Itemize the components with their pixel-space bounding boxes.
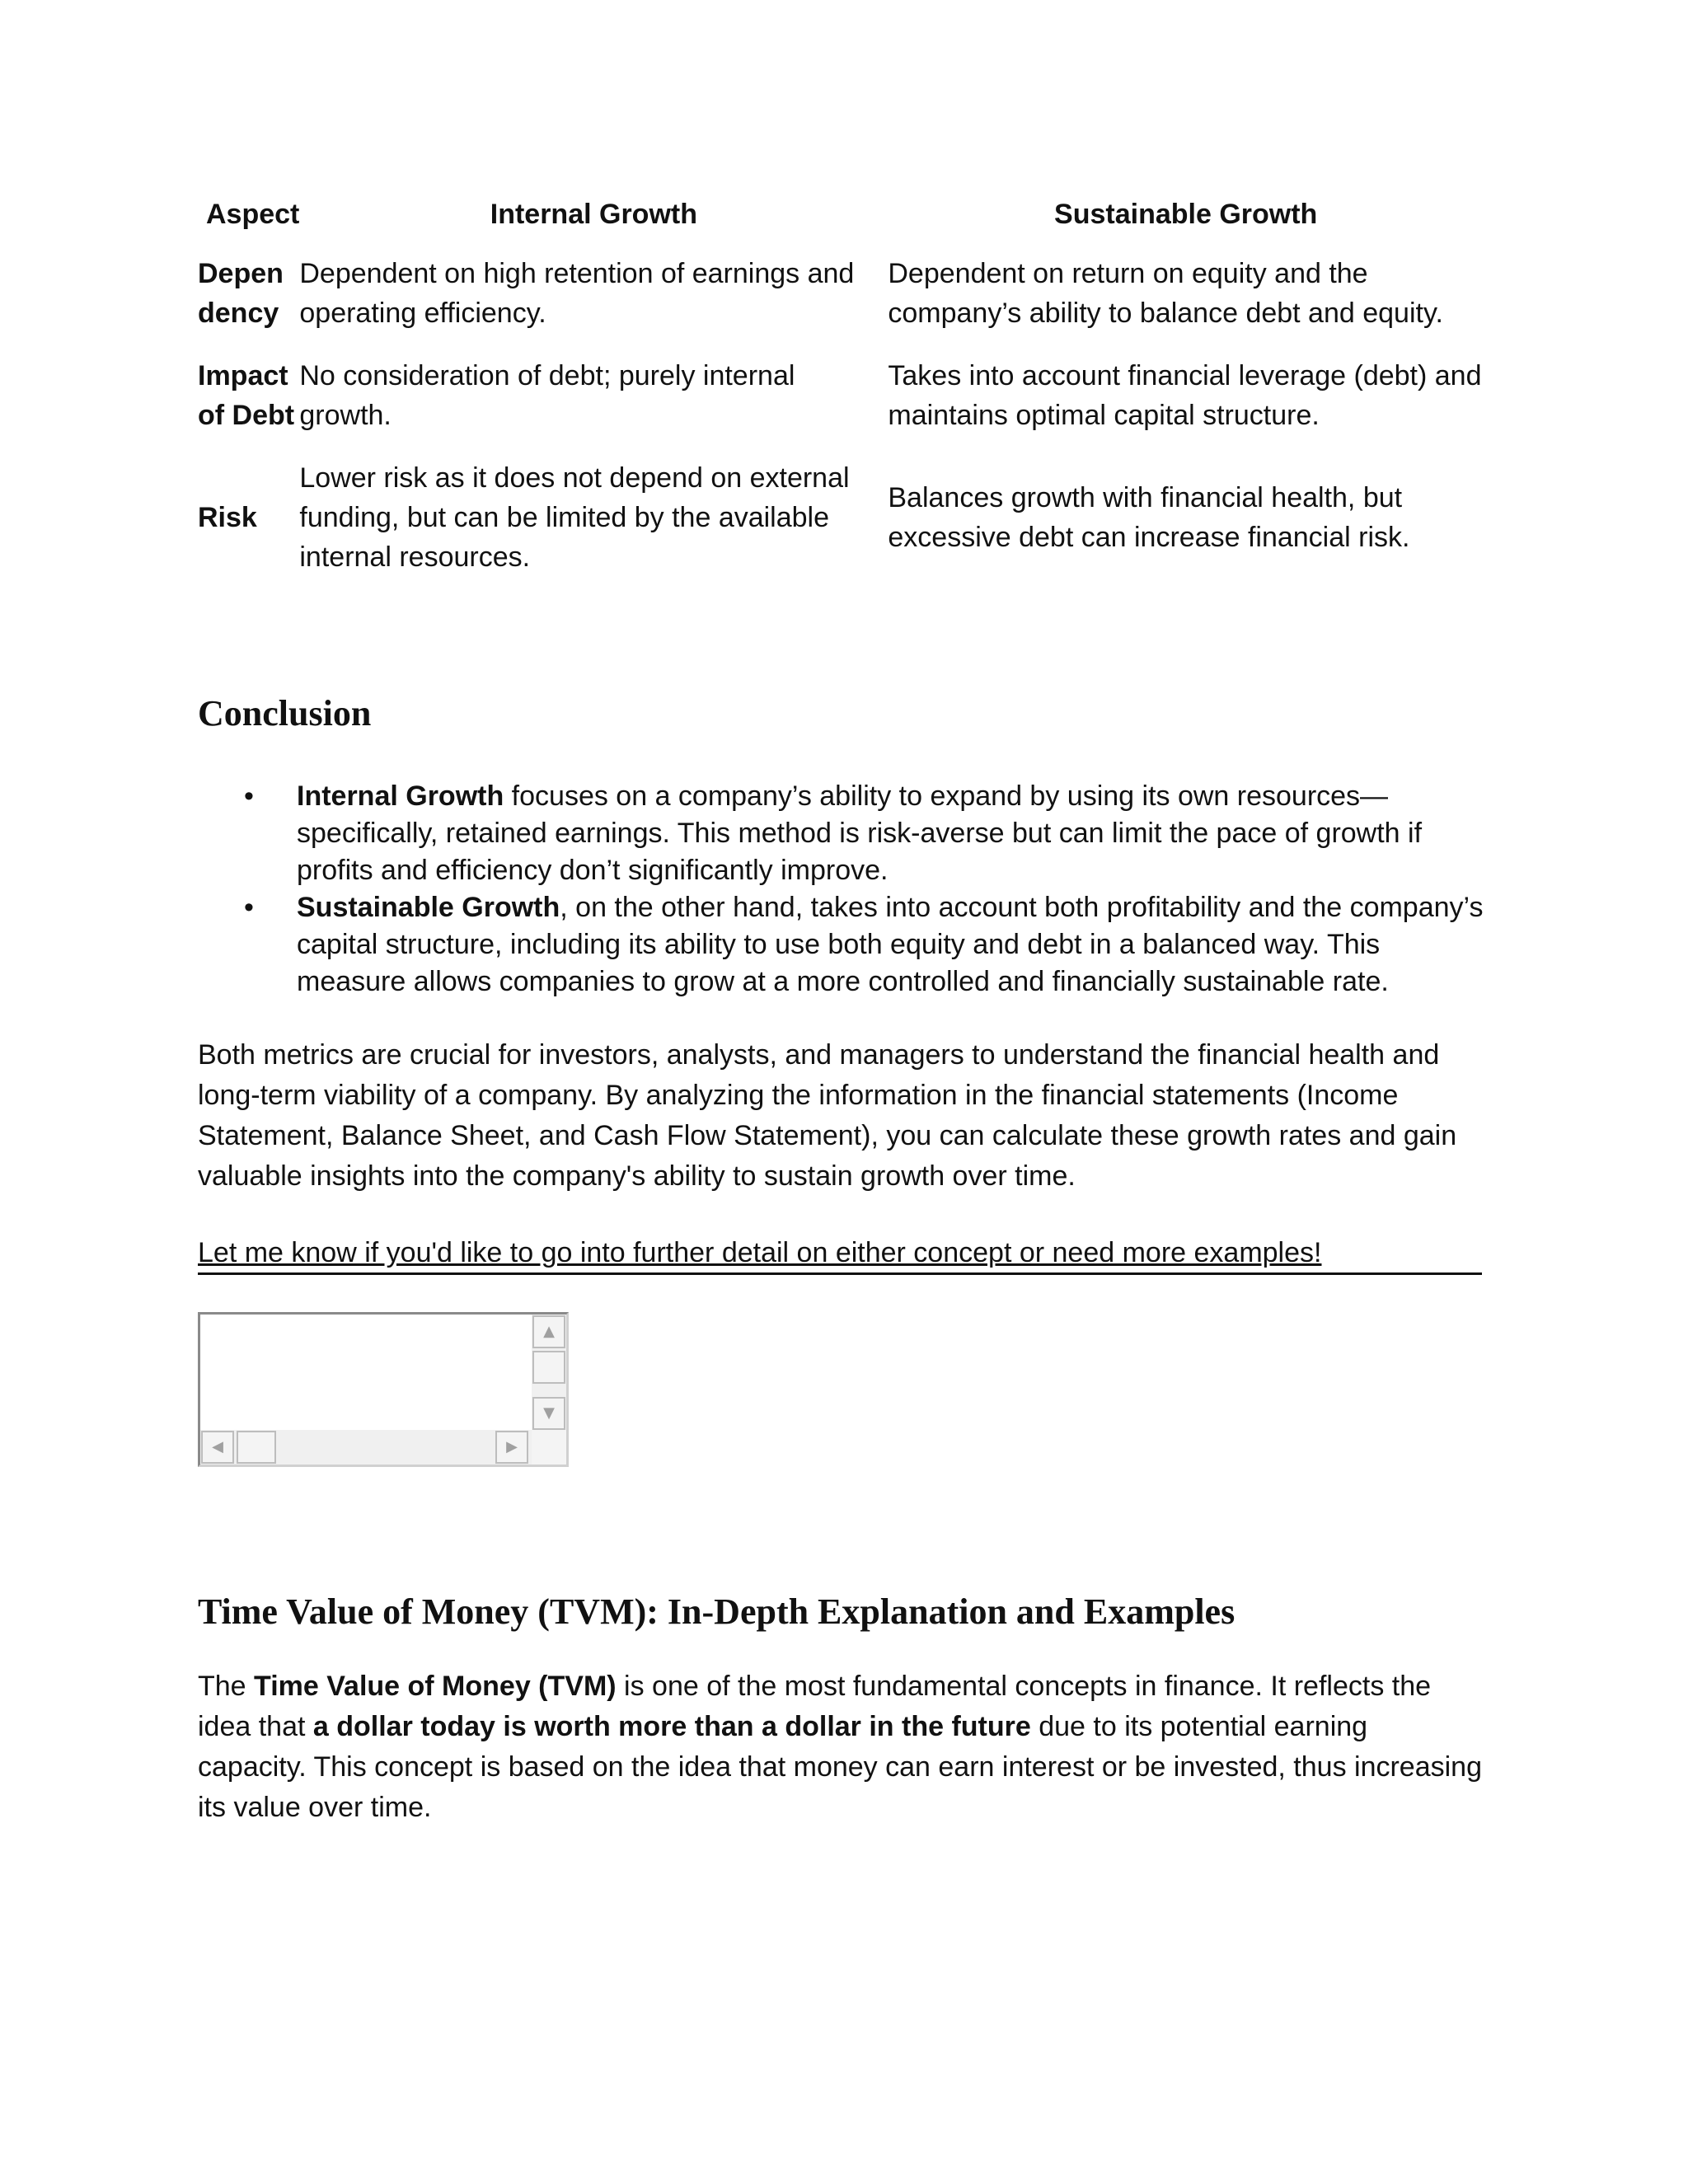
scroll-left-icon[interactable]: ◀ [201,1431,234,1464]
conclusion-heading: Conclusion [198,693,372,733]
scroll-corner [532,1430,566,1465]
scroll-up-icon[interactable]: ▲ [532,1315,565,1348]
row-aspect [198,356,299,458]
row-sustainable: Balances growth with financial health, but excessive debt can increase financial risk. [888,482,1410,553]
scroll-down-icon[interactable]: ▼ [532,1397,565,1430]
tvm-text: due to its potential earning capacity. This concept is based on the idea that money can earn interest or be invested, thus increasing its value over time. [198,1711,1482,1823]
bullet-term: Sustainable Growth [297,892,560,923]
row-internal: Dependent on high retention of earnings and operating efficiency. [299,258,855,329]
row-internal: No consideration of debt; purely internal growth. [299,360,795,431]
closing-line [198,1233,1482,1275]
closing-text: Let me know if you'd like to go into further detail on either concept or need more examples! [198,1237,1322,1268]
bullet-term: Internal Growth [297,780,504,812]
table-row [198,254,1484,356]
aspect-line: of Debt [198,400,295,431]
tvm-paragraph [198,1666,1484,1828]
table-header-row [198,194,1484,254]
aspect-line: Impact [198,360,288,391]
conclusion-bullet-list [198,778,1484,1001]
bullet-text: , on the other hand, takes into account both profitability and the company’s capital structure, including its ability to use both equity and debt in a balanced way. This measure allows companies to grow at a more controlled and financially sustainable rate. [297,892,1484,997]
row-internal: Lower risk as it does not depend on external funding, but can be limited by the available internal resources. [299,462,850,573]
vertical-scroll-thumb[interactable] [532,1351,565,1384]
horizontal-scroll-thumb[interactable] [237,1431,276,1464]
comparison-table [198,194,1484,600]
row-sustainable: Dependent on return on equity and the company’s ability to balance debt and equity. [888,258,1443,329]
row-sustainable: Takes into account financial leverage (debt) and maintains optimal capital structure. [888,360,1482,431]
list-item [198,778,1484,889]
bullet-icon: • [244,892,254,923]
tvm-text: The [198,1671,255,1702]
table-row [198,458,1484,600]
list-item [198,889,1484,1001]
vertical-scrollbar[interactable] [532,1315,566,1432]
tvm-emphasis: a dollar today is worth more than a dollar in the future [312,1711,1031,1742]
scroll-right-icon[interactable]: ▶ [495,1431,528,1464]
bullet-text: focuses on a company’s ability to expand by using its own resources—specifically, retained earnings. This method is risk-averse but can limit the pace of growth if profits and efficiency don’t significantly improve. [297,780,1423,886]
header-aspect: Aspect [206,199,300,230]
aspect-line: dency [198,298,279,329]
header-sustainable-growth: Sustainable Growth [1054,199,1318,230]
bullet-icon: • [244,780,254,812]
scrollable-text-box[interactable] [198,1312,569,1467]
row-aspect: Risk [198,502,257,533]
aspect-line: Depen [198,258,284,289]
tvm-heading: Time Value of Money (TVM): In-Depth Explanation and Examples [198,1591,1236,1632]
tvm-term: Time Value of Money (TVM) [254,1671,617,1702]
tvm-text: is one of the most fundamental concepts in finance. It reflects the idea that [198,1671,1432,1742]
table-row [198,356,1484,458]
header-internal-growth: Internal Growth [490,199,697,230]
horizontal-scrollbar[interactable] [200,1430,532,1465]
row-aspect [198,254,299,356]
conclusion-paragraph: Both metrics are crucial for investors, analysts, and managers to understand the financial health and long-term viability of a company. By analyzing the information in the financial statements (Income Statement, Balance Sheet, and Cash Flow Statement), you can calculate these growth rates and gain valuable insights into the company's ability to sustain growth over time. [198,1039,1457,1192]
